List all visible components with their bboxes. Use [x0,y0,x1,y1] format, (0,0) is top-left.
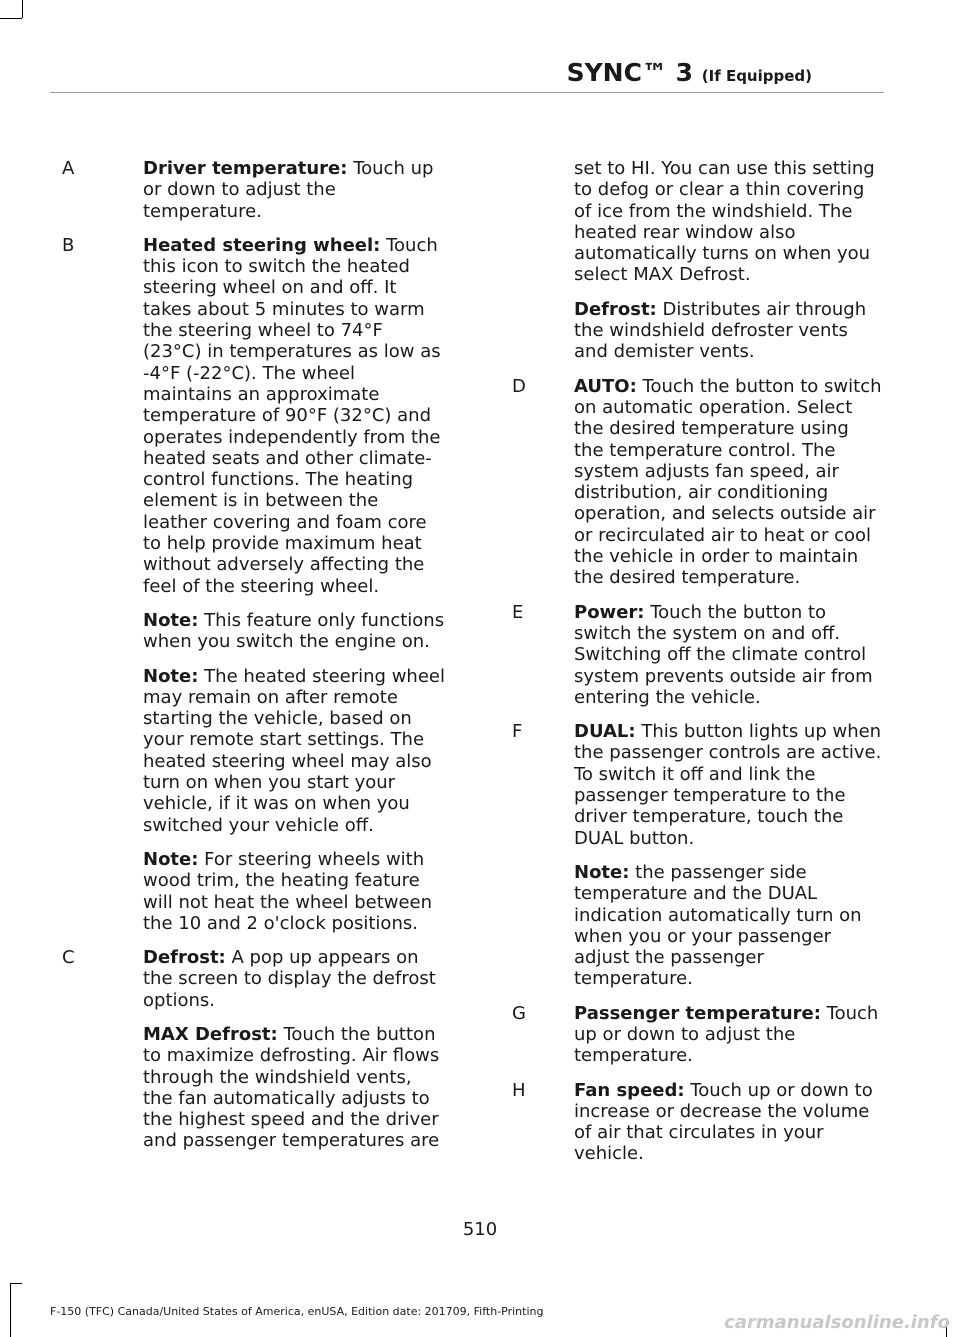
entry-text: Touch the button to switch on automatic operation. Select the desired temperature using the temperature control. The system adjusts fan speed, air distribution, air conditioning operation, and selects outside air or recirculated air to heat or cool the vehicle in order to maintain the desired temperature. [574,375,882,589]
entry-paragraph [143,666,445,836]
entry-text: the passenger side temperature and the DUAL indication automatically turn on when you or your passenger adjust the passenger temperature. [574,861,862,990]
page-header [50,56,884,93]
entry-text: Touch this icon to switch the heated steering wheel on and off. It takes about 5 minutes to warm the steering wheel to 74°F (23°C) in temperatures as low as -4°F (-22°C). The wheel maintains an approximate temperature of 90°F (32°C) and operates independently from the heated seats and other climate-control functions. The heating element is in between the leather covering and foam core to help provide maximum heat without adversely affecting the feel of the steering wheel. [143,234,441,597]
entry-term: Defrost: [574,298,657,320]
legend-entry [512,602,884,708]
entry-paragraph [143,947,445,1011]
legend-entry [512,158,884,363]
entry-term: MAX Defrost: [143,1023,278,1045]
entry-paragraph [143,235,445,597]
entry-text: Touch the button to switch the system on and off. Switching off the climate control system prevents outside air from entering the vehicle. [574,601,873,708]
legend-letter: C [62,947,75,969]
legend-entry [512,1003,884,1067]
crop-mark-top-left-v [22,0,23,18]
entry-text: Touch the button to maximize defrosting. Air flows through the windshield vents, the fan automatically adjusts to the highest speed and the driver and passenger temperatures are [143,1023,440,1152]
entry-paragraph [143,610,445,653]
entry-paragraph [143,849,445,934]
footer-edition-info: F-150 (TFC) Canada/United States of America, enUSA, Edition date: 201709, Fifth-Printing [50,1305,544,1318]
header-subtitle: (If Equipped) [701,67,812,85]
entry-term: AUTO: [574,375,637,397]
entry-term: DUAL: [574,721,636,743]
crop-mark-top-left-h [0,18,22,19]
legend-letter: F [512,721,523,743]
entry-text: Touch up or down to adjust the temperature. [143,158,434,222]
entry-text: The heated steering wheel may remain on after remote starting the vehicle, based on your remote start settings. The heated steering wheel may also turn on when you start your vehicle, if it was on when you switched your vehicle off. [143,665,445,836]
legend-letter: B [62,234,75,256]
entry-term: Note: [143,848,199,870]
entry-text: For steering wheels with wood trim, the heating feature will not heat the wheel between the 10 and 2 o'clock positions. [143,848,433,934]
entry-paragraph [574,721,884,849]
entry-term: Defrost: [143,947,226,969]
legend-letter: A [62,158,75,179]
legend-entry [512,721,884,990]
entry-term: Passenger temperature: [574,1002,821,1024]
entry-text: A pop up appears on the screen to display the defrost options. [143,947,436,1011]
legend-letter: G [512,1002,526,1024]
entry-term: Power: [574,601,645,623]
watermark-logo: carmanualsonline.info [724,1312,950,1333]
legend-entry [62,947,445,1152]
entry-term: Driver temperature: [143,158,348,179]
page-number: 510 [462,1219,498,1240]
entry-term: Note: [143,609,199,631]
crop-mark-bottom-left-h [10,1283,22,1284]
legend-letter: H [512,1079,526,1101]
entry-paragraph [574,376,884,589]
header-title-text: SYNC™ 3 [566,58,694,87]
entry-paragraph [574,299,884,363]
entry-paragraph [574,862,884,990]
legend-entry [512,1080,884,1165]
page-title [567,58,812,87]
entry-paragraph [574,1080,884,1165]
entry-paragraph [574,158,884,286]
entry-term: Heated steering wheel: [143,234,381,256]
entry-text: This feature only functions when you switch the engine on. [143,609,445,653]
left-column [62,158,445,1165]
legend-entry [512,376,884,589]
entry-paragraph [143,1024,445,1152]
entry-paragraph [143,158,445,222]
entry-text: Touch up or down to adjust the temperature. [574,1002,879,1067]
right-column [512,158,884,1178]
entry-term: Fan speed: [574,1079,685,1101]
entry-paragraph [574,1003,884,1067]
entry-term: Note: [143,665,199,687]
entry-text: Touch up or down to increase or decrease the volume of air that circulates in your vehicle. [574,1079,873,1165]
entry-text: This button lights up when the passenger controls are active. To switch it off and link the passenger temperature to the driver temperature, touch the DUAL button. [574,721,882,849]
legend-entry [62,158,445,222]
entry-term: Note: [574,861,630,883]
crop-mark-bottom-left-v [10,1283,11,1337]
entry-paragraph [574,602,884,708]
entry-text: Distributes air through the windshield defroster vents and demister vents. [574,298,867,363]
legend-letter: E [512,601,524,623]
legend-entry [62,235,445,934]
legend-letter: D [512,375,526,397]
entry-text: set to HI. You can use this setting to defog or clear a thin covering of ice from the windshield. The heated rear window also automatically turns on when you select MAX Defrost. [574,158,875,286]
